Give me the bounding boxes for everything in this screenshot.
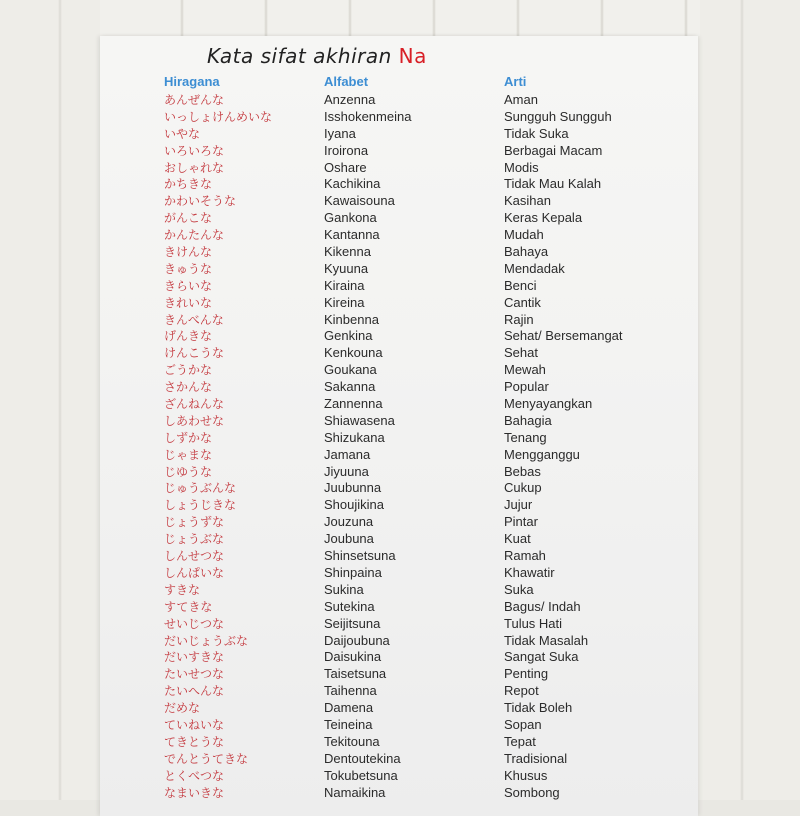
hiragana-word: しあわせな: [164, 413, 225, 428]
arti-word: Sehat: [504, 345, 538, 361]
hiragana-word: せいじつな: [164, 616, 225, 631]
hiragana-word: おしゃれな: [164, 160, 225, 175]
alfabet-word: Jiyuuna: [324, 463, 369, 479]
hiragana-word: しんぱいな: [164, 565, 225, 580]
alfabet-word: Seijitsuna: [324, 615, 381, 631]
alfabet-word: Joubuna: [324, 531, 374, 547]
hiragana-word: さかんな: [164, 380, 213, 395]
alfabet-word: Teineina: [324, 716, 373, 732]
arti-word: Sangat Suka: [504, 649, 579, 665]
alfabet-word: Jouzuna: [324, 514, 374, 530]
arti-word: Bebas: [504, 463, 541, 479]
arti-word: Tradisional: [504, 750, 568, 766]
header-alfabet: Alfabet: [324, 74, 369, 89]
alfabet-word: Taihenna: [324, 683, 377, 699]
alfabet-word: Kachikina: [324, 176, 381, 192]
alfabet-word: Tekitouna: [324, 733, 380, 749]
hiragana-word: いっしょけんめいな: [164, 109, 273, 124]
arti-word: Mewah: [504, 362, 546, 378]
arti-word: Benci: [504, 277, 537, 293]
arti-word: Kuat: [504, 531, 531, 547]
alfabet-word: Kinbenna: [324, 311, 379, 327]
alfabet-word: Shiawasena: [324, 412, 395, 428]
alfabet-word: Shizukana: [324, 429, 385, 445]
arti-word: Tidak Boleh: [504, 700, 573, 716]
hiragana-word: とくべつな: [164, 768, 225, 783]
arti-word: Cantik: [504, 294, 541, 310]
arti-word: Khawatir: [504, 564, 555, 580]
hiragana-word: いろいろな: [164, 143, 225, 158]
hiragana-word: ざんねんな: [164, 397, 225, 412]
alfabet-word: Juubunna: [324, 480, 382, 496]
arti-word: Sombong: [504, 784, 560, 800]
arti-word: Suka: [504, 581, 534, 597]
hiragana-word: あんぜんな: [164, 93, 225, 107]
arti-word: Aman: [504, 92, 538, 107]
hiragana-word: いやな: [164, 126, 201, 141]
arti-column: [504, 92, 623, 801]
sheet-title: [207, 44, 427, 68]
alfabet-word: Sutekina: [324, 598, 375, 614]
arti-word: Sopan: [504, 716, 542, 732]
alfabet-word: Kyuuna: [324, 260, 369, 276]
alfabet-word: Zannenna: [324, 396, 383, 412]
arti-word: Tulus Hati: [504, 615, 563, 631]
arti-word: Modis: [504, 159, 539, 175]
header-arti: Arti: [504, 74, 527, 89]
hiragana-word: がんこな: [164, 211, 213, 226]
alfabet-word: Shoujikina: [324, 497, 384, 513]
hiragana-word: でんとうてきな: [164, 751, 249, 766]
arti-word: Sungguh Sungguh: [504, 108, 612, 124]
alfabet-word: Isshokenmeina: [324, 108, 412, 124]
hiragana-word: きゅうな: [164, 261, 213, 276]
header-hiragana: Hiragana: [164, 74, 220, 89]
arti-word: Bahaya: [504, 244, 549, 260]
hiragana-column: [164, 92, 272, 801]
alfabet-word: Anzenna: [324, 92, 376, 107]
wood-panel-top: [100, 0, 700, 36]
arti-word: Popular: [504, 379, 549, 395]
arti-word: Keras Kepala: [504, 210, 583, 226]
hiragana-word: だめな: [164, 701, 201, 716]
arti-word: Ramah: [504, 548, 546, 564]
title-accent: Na: [398, 44, 427, 68]
hiragana-word: きんべんな: [164, 312, 224, 327]
arti-word: Mudah: [504, 227, 544, 243]
hiragana-word: じょうぶな: [164, 532, 225, 547]
hiragana-word: じょうずな: [164, 515, 225, 530]
alfabet-word: Kiraina: [324, 277, 365, 293]
hiragana-word: なまいきな: [164, 785, 225, 800]
alfabet-word: Kawaisouna: [324, 193, 395, 209]
alfabet-word: Iyana: [324, 125, 356, 141]
arti-word: Tidak Mau Kalah: [504, 176, 602, 192]
hiragana-word: ていねいな: [164, 717, 225, 732]
arti-word: Bagus/ Indah: [504, 598, 581, 614]
hiragana-word: だいすきな: [164, 650, 225, 665]
alfabet-word: Gankona: [324, 210, 377, 226]
alfabet-word: Jamana: [324, 446, 371, 462]
alfabet-word: Shinpaina: [324, 564, 382, 580]
alfabet-word: Taisetsuna: [324, 666, 387, 682]
arti-word: Tidak Suka: [504, 125, 569, 141]
hiragana-word: かわいそうな: [164, 194, 237, 209]
alfabet-word: Kantanna: [324, 227, 380, 243]
hiragana-word: かんたんな: [164, 228, 225, 243]
vocabulary-sheet: [100, 36, 698, 816]
hiragana-word: てきとうな: [164, 734, 225, 749]
alfabet-word: Oshare: [324, 159, 367, 175]
hiragana-word: しょうじきな: [164, 498, 237, 513]
hiragana-word: すきな: [164, 582, 201, 597]
arti-word: Tidak Masalah: [504, 632, 589, 648]
arti-word: Repot: [504, 683, 539, 699]
arti-word: Tepat: [504, 733, 536, 749]
arti-word: Bahagia: [504, 412, 552, 428]
alfabet-word: Goukana: [324, 362, 377, 378]
hiragana-word: かちきな: [164, 177, 213, 192]
arti-word: Kasihan: [504, 193, 551, 209]
arti-word: Tenang: [504, 429, 547, 445]
hiragana-word: しずかな: [164, 430, 213, 445]
arti-word: Mengganggu: [504, 446, 580, 462]
hiragana-word: けんこうな: [164, 346, 225, 361]
hiragana-word: じゃまな: [164, 447, 213, 462]
hiragana-word: たいせつな: [164, 667, 225, 682]
alfabet-word: Daisukina: [324, 649, 382, 665]
hiragana-word: じゅうぶんな: [164, 481, 237, 496]
alfabet-word: Daijoubuna: [324, 632, 390, 648]
alfabet-word: Namaikina: [324, 784, 386, 800]
hiragana-word: ごうかな: [164, 363, 213, 378]
hiragana-word: しんせつな: [164, 549, 225, 564]
alfabet-column: [324, 92, 411, 801]
arti-word: Mendadak: [504, 260, 565, 276]
arti-word: Menyayangkan: [504, 396, 593, 412]
alfabet-word: Iroirona: [324, 142, 369, 158]
arti-word: Berbagai Macam: [504, 142, 603, 158]
hiragana-word: きけんな: [164, 245, 213, 260]
alfabet-word: Tokubetsuna: [324, 767, 398, 783]
alfabet-word: Kireina: [324, 294, 365, 310]
arti-word: Cukup: [504, 480, 542, 496]
arti-word: Penting: [504, 666, 549, 682]
alfabet-word: Sakanna: [324, 379, 376, 395]
arti-word: Jujur: [504, 497, 533, 513]
arti-word: Khusus: [504, 767, 548, 783]
hiragana-word: すてきな: [164, 599, 213, 614]
alfabet-word: Kikenna: [324, 244, 371, 260]
hiragana-word: だいじょうぶな: [164, 633, 249, 648]
hiragana-word: げんきな: [164, 329, 213, 344]
arti-word: Rajin: [504, 311, 534, 327]
arti-word: Pintar: [504, 514, 538, 530]
alfabet-word: Sukina: [324, 581, 364, 597]
arti-word: Sehat/ Bersemangat: [504, 328, 623, 344]
alfabet-word: Genkina: [324, 328, 373, 344]
alfabet-word: Dentoutekina: [324, 750, 401, 766]
hiragana-word: たいへんな: [164, 684, 225, 699]
alfabet-word: Kenkouna: [324, 345, 383, 361]
alfabet-word: Shinsetsuna: [324, 548, 396, 564]
hiragana-word: じゆうな: [164, 464, 213, 479]
hiragana-word: きらいな: [164, 278, 213, 293]
hiragana-word: きれいな: [164, 295, 213, 310]
alfabet-word: Damena: [324, 700, 374, 716]
title-text: Kata sifat akhiran: [207, 44, 399, 68]
